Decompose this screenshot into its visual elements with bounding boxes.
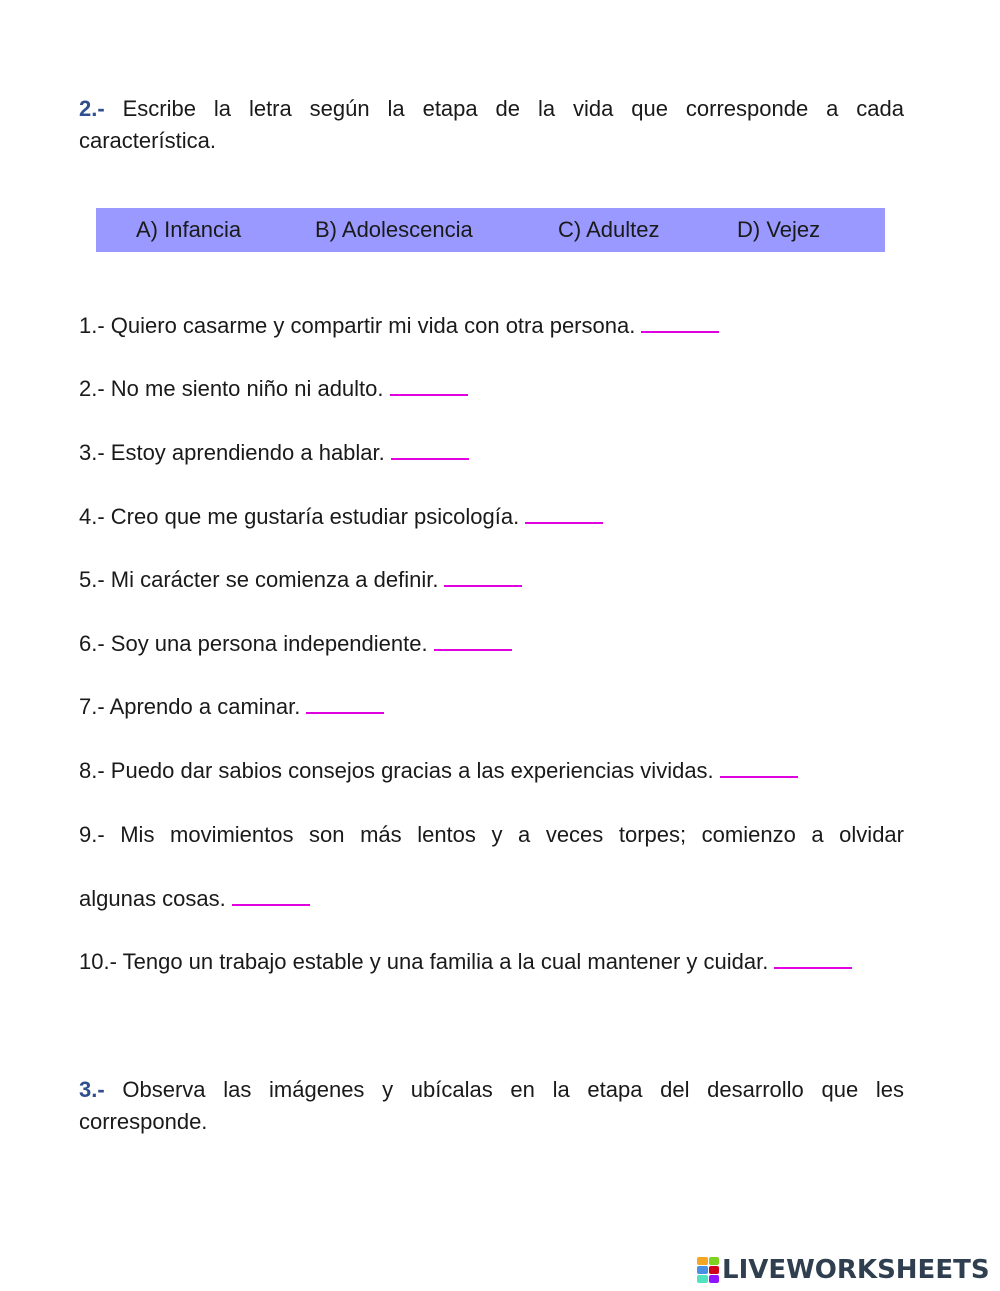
answer-blank-9[interactable] (232, 886, 310, 906)
question-8-text: 8.- Puedo dar sabios consejos gracias a las experiencias vividas. (79, 758, 714, 783)
question-4 (79, 502, 603, 532)
option-b: B) Adolescencia (315, 217, 473, 242)
question-3 (79, 438, 469, 468)
question-6 (79, 629, 512, 659)
option-d: D) Vejez (737, 217, 821, 242)
question-10 (79, 947, 852, 977)
question-2-text: 2.- No me siento niño ni adulto. (79, 376, 384, 401)
question-1-text: 1.- Quiero casarme y compartir mi vida con otra persona. (79, 313, 636, 338)
question-9-line2 (79, 884, 310, 914)
question-9-text-line1: 9.- Mis movimientos son más lentos y a veces torpes; comienzo a olvidar (79, 822, 904, 847)
answer-blank-8[interactable] (720, 758, 798, 778)
logo-block (709, 1266, 720, 1274)
section-3-text-line1: Observa las imágenes y ubícalas en la etapa del desarrollo que les (122, 1077, 904, 1102)
section-3-instructions (79, 1074, 904, 1138)
logo-block (709, 1257, 720, 1265)
question-1 (79, 311, 719, 341)
options-bar (96, 208, 885, 252)
logo-block (697, 1257, 708, 1265)
option-a: A) Infancia (136, 217, 242, 242)
answer-blank-4[interactable] (525, 504, 603, 524)
question-7-text: 7.- Aprendo a caminar. (79, 694, 301, 719)
question-2 (79, 374, 468, 404)
question-8 (79, 756, 798, 786)
answer-blank-7[interactable] (306, 694, 384, 714)
liveworksheets-logo-icon (697, 1257, 719, 1283)
question-5 (79, 565, 522, 595)
liveworksheets-logo (697, 1255, 990, 1285)
section-2-text-line2: característica. (79, 128, 216, 153)
section-3-number: 3.- (79, 1077, 105, 1102)
question-4-text: 4.- Creo que me gustaría estudiar psicología. (79, 504, 520, 529)
answer-blank-3[interactable] (391, 440, 469, 460)
question-6-text: 6.- Soy una persona independiente. (79, 631, 428, 656)
answer-blank-2[interactable] (390, 376, 468, 396)
question-9-text-line2: algunas cosas. (79, 886, 226, 911)
logo-block (697, 1275, 708, 1283)
answer-blank-10[interactable] (774, 949, 852, 969)
question-9-line1 (79, 820, 904, 850)
logo-block (709, 1275, 720, 1283)
section-2-instructions (79, 93, 904, 157)
question-3-text: 3.- Estoy aprendiendo a hablar. (79, 440, 385, 465)
question-10-text: 10.- Tengo un trabajo estable y una familia a la cual mantener y cuidar. (79, 949, 769, 974)
option-c: C) Adultez (558, 217, 660, 242)
section-2-number: 2.- (79, 96, 105, 121)
question-7 (79, 692, 384, 722)
logo-block (697, 1266, 708, 1274)
question-5-text: 5.- Mi carácter se comienza a definir. (79, 567, 439, 592)
section-3-text-line2: corresponde. (79, 1109, 208, 1134)
answer-blank-1[interactable] (641, 313, 719, 333)
liveworksheets-logo-text: LIVEWORKSHEETS (722, 1255, 990, 1285)
answer-blank-5[interactable] (444, 567, 522, 587)
answer-blank-6[interactable] (434, 631, 512, 651)
section-2-text-line1: Escribe la letra según la etapa de la vida que corresponde a cada (122, 96, 904, 121)
